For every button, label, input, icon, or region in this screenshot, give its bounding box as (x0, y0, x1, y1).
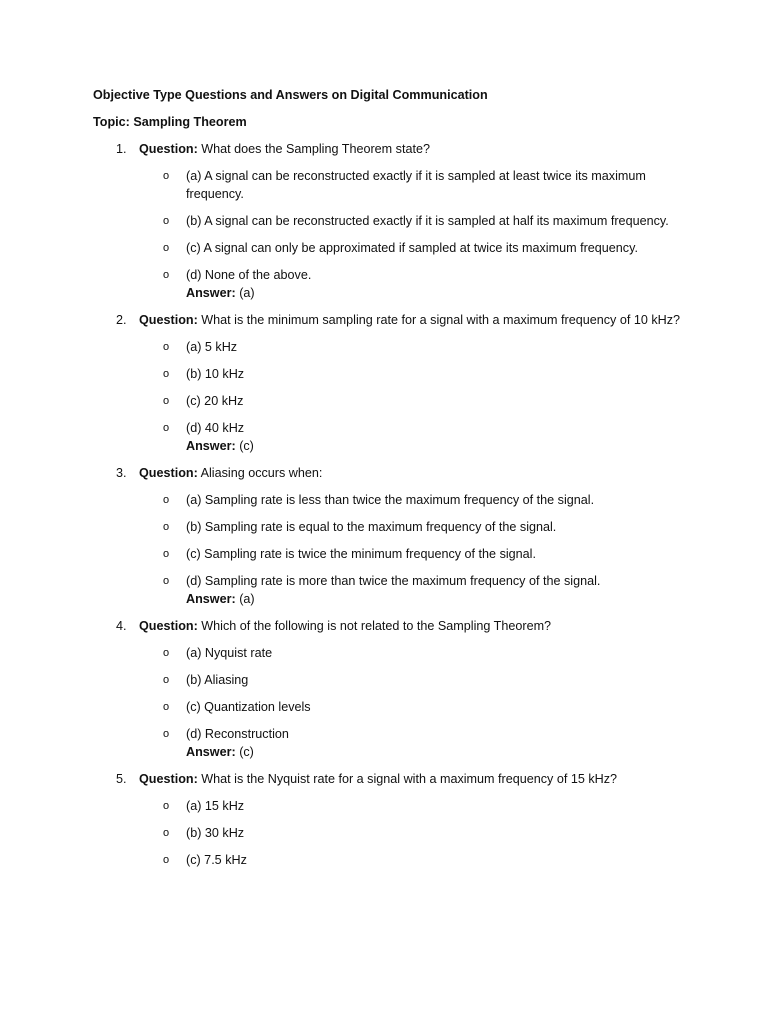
hollow-bullet-icon: o (163, 242, 170, 254)
option-item (139, 239, 683, 257)
document-title: Objective Type Questions and Answers on Digital Communication (93, 88, 488, 102)
option-item (139, 797, 683, 815)
option-text: (c) 7.5 kHz (186, 853, 247, 867)
option-text: (c) 20 kHz (186, 394, 244, 408)
answer-label: Answer: (186, 592, 236, 606)
option-item (139, 824, 683, 842)
option-text: (d) Sampling rate is more than twice the maximum frequency of the signal. (186, 574, 601, 588)
hollow-bullet-icon: o (163, 674, 170, 686)
hollow-bullet-icon: o (163, 269, 170, 281)
option-item (139, 419, 683, 437)
question-number: 3. (116, 466, 127, 480)
question-text (139, 311, 683, 329)
question-item (93, 464, 683, 608)
question-label: Question: (139, 313, 198, 327)
answer-line (139, 437, 683, 455)
question-text (139, 140, 683, 158)
question-number: 2. (116, 313, 127, 327)
answer-line (139, 743, 683, 761)
question-list (93, 140, 683, 869)
hollow-bullet-icon: o (163, 395, 170, 407)
option-text: (b) 30 kHz (186, 826, 245, 840)
hollow-bullet-icon: o (163, 647, 170, 659)
option-item (139, 266, 683, 284)
option-text: (b) Aliasing (186, 673, 249, 687)
answer-value: (a) (239, 286, 255, 300)
option-item (139, 491, 683, 509)
hollow-bullet-icon: o (163, 728, 170, 740)
question-body: What is the minimum sampling rate for a signal with a maximum frequency of 10 kHz? (201, 313, 681, 327)
hollow-bullet-icon: o (163, 368, 170, 380)
option-text: (d) 40 kHz (186, 421, 245, 435)
option-item (139, 392, 683, 410)
option-text: (b) 10 kHz (186, 367, 245, 381)
hollow-bullet-icon: o (163, 548, 170, 560)
answer-line (139, 590, 683, 608)
question-text (139, 770, 683, 788)
hollow-bullet-icon: o (163, 575, 170, 587)
question-body: Aliasing occurs when: (200, 466, 323, 480)
question-number: 1. (116, 142, 127, 156)
option-item (139, 545, 683, 563)
option-list (139, 167, 683, 284)
option-item (139, 851, 683, 869)
answer-label: Answer: (186, 439, 236, 453)
option-item (139, 671, 683, 689)
option-item (139, 725, 683, 743)
hollow-bullet-icon: o (163, 494, 170, 506)
question-body: Which of the following is not related to the Sampling Theorem? (201, 619, 552, 633)
option-item (139, 572, 683, 590)
option-item (139, 365, 683, 383)
option-text: (d) None of the above. (186, 268, 312, 282)
question-label: Question: (139, 142, 198, 156)
option-item (139, 518, 683, 536)
hollow-bullet-icon: o (163, 215, 170, 227)
question-number: 4. (116, 619, 127, 633)
question-label: Question: (139, 772, 198, 786)
answer-label: Answer: (186, 286, 236, 300)
option-text: (d) Reconstruction (186, 727, 289, 741)
option-text: (c) Quantization levels (186, 700, 311, 714)
option-text: (c) Sampling rate is twice the minimum frequency of the signal. (186, 547, 536, 561)
topic-heading: Topic: Sampling Theorem (93, 115, 247, 129)
option-item (139, 644, 683, 662)
option-text: (a) Nyquist rate (186, 646, 273, 660)
answer-line (139, 284, 683, 302)
hollow-bullet-icon: o (163, 341, 170, 353)
option-text: (b) Sampling rate is equal to the maximum frequency of the signal. (186, 520, 557, 534)
question-text (139, 617, 683, 635)
option-text: (a) 15 kHz (186, 799, 245, 813)
option-item (139, 212, 683, 230)
option-text: (a) A signal can be reconstructed exactly if it is sampled at least twice its maximum frequency. (186, 169, 646, 201)
answer-value: (c) (239, 745, 254, 759)
hollow-bullet-icon: o (163, 521, 170, 533)
answer-label: Answer: (186, 745, 236, 759)
question-item (93, 140, 683, 302)
answer-value: (a) (239, 592, 255, 606)
answer-value: (c) (239, 439, 254, 453)
option-item (139, 338, 683, 356)
option-list (139, 797, 683, 869)
question-number: 5. (116, 772, 127, 786)
question-label: Question: (139, 466, 198, 480)
hollow-bullet-icon: o (163, 422, 170, 434)
question-item (93, 770, 683, 869)
question-body: What is the Nyquist rate for a signal with a maximum frequency of 15 kHz? (201, 772, 618, 786)
option-text: (a) Sampling rate is less than twice the maximum frequency of the signal. (186, 493, 595, 507)
option-item (139, 167, 683, 203)
question-item (93, 617, 683, 761)
hollow-bullet-icon: o (163, 800, 170, 812)
option-list (139, 491, 683, 590)
hollow-bullet-icon: o (163, 854, 170, 866)
hollow-bullet-icon: o (163, 701, 170, 713)
option-item (139, 698, 683, 716)
option-list (139, 644, 683, 743)
question-body: What does the Sampling Theorem state? (201, 142, 430, 156)
question-text (139, 464, 683, 482)
document-page (93, 86, 683, 878)
option-text: (c) A signal can only be approximated if sampled at twice its maximum frequency. (186, 241, 638, 255)
option-text: (b) A signal can be reconstructed exactly if it is sampled at half its maximum frequency. (186, 214, 669, 228)
option-text: (a) 5 kHz (186, 340, 238, 354)
question-item (93, 311, 683, 455)
hollow-bullet-icon: o (163, 827, 170, 839)
question-label: Question: (139, 619, 198, 633)
option-list (139, 338, 683, 437)
hollow-bullet-icon: o (163, 170, 170, 182)
